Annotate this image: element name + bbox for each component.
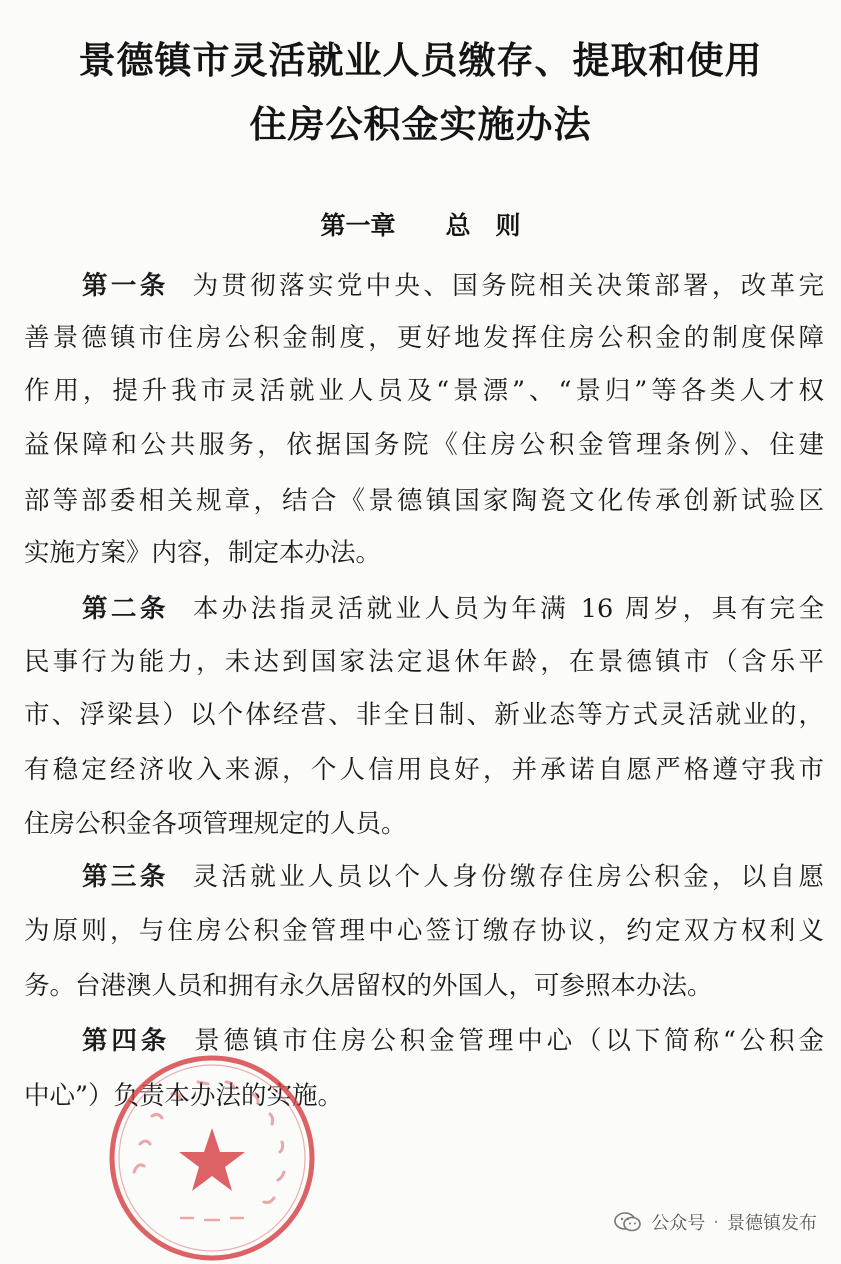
seal-star-icon — [179, 1128, 245, 1191]
chapter-heading: 第一章 总 则 — [320, 211, 521, 240]
article-3-label: 第三条 — [82, 862, 169, 892]
article-2-line-2: 民事行为能力，未达到国家法定退休年龄，在景德镇市（含乐平 — [24, 647, 824, 677]
wechat-watermark — [613, 1207, 817, 1237]
watermark-account: 景德镇发布 — [727, 1213, 817, 1234]
official-seal — [106, 1052, 318, 1264]
article-1-line-2: 善景德镇市住房公积金制度，更好地发挥住房公积金的制度保障 — [24, 323, 824, 353]
article-1-line-1 — [82, 266, 824, 302]
document-title-line-1: 景德镇市灵活就业人员缴存、提取和使用 — [78, 38, 763, 82]
article-3-line-1 — [82, 857, 824, 893]
watermark-separator: · — [713, 1211, 719, 1233]
article-2-line-1 — [82, 589, 824, 625]
article-2-line-4: 有稳定经济收入来源，个人信用良好，并承诺自愿严格遵守我市 — [24, 755, 824, 785]
article-3-text: 灵活就业人员以个人身份缴存住房公积金，以自愿 — [192, 862, 824, 892]
article-1-line-6: 实施方案》内容，制定本办法。 — [24, 538, 382, 568]
article-2-label: 第二条 — [82, 594, 169, 624]
article-1-label: 第一条 — [82, 271, 169, 301]
article-4-line-2: 中心”）负责本办法的实施。 — [24, 1081, 344, 1111]
article-3-line-3: 务。台港澳人员和拥有永久居留权的外国人，可参照本办法。 — [24, 971, 713, 1001]
article-2-text: 本办法指灵活就业人员为年满 16 周岁，具有完全 — [192, 594, 824, 624]
article-4-text: 景德镇市住房公积金管理中心（以下简称“公积金 — [194, 1026, 824, 1056]
article-2-line-5: 住房公积金各项管理规定的人员。 — [24, 809, 407, 839]
article-4-label: 第四条 — [82, 1026, 171, 1056]
document-title-line-2: 住房公积金实施办法 — [249, 102, 592, 146]
article-3-line-2: 为原则，与住房公积金管理中心签订缴存协议，约定双方权利义 — [24, 916, 824, 946]
article-1-line-4: 益保障和公共服务，依据国务院《住房公积金管理条例》、住建 — [24, 430, 824, 460]
article-1-text: 为贯彻落实党中央、国务院相关决策部署，改革完 — [192, 271, 824, 301]
wechat-icon — [613, 1211, 643, 1233]
article-2-line-3: 市、浮梁县）以个体经营、非全日制、新业态等方式灵活就业的， — [24, 700, 824, 730]
article-1-line-5: 部等部委相关规章，结合《景德镇国家陶瓷文化传承创新试验区 — [24, 486, 824, 516]
watermark-prefix: 公众号 — [651, 1213, 706, 1234]
article-1-line-3: 作用，提升我市灵活就业人员及“景漂”、“景归”等各类人才权 — [24, 376, 824, 406]
